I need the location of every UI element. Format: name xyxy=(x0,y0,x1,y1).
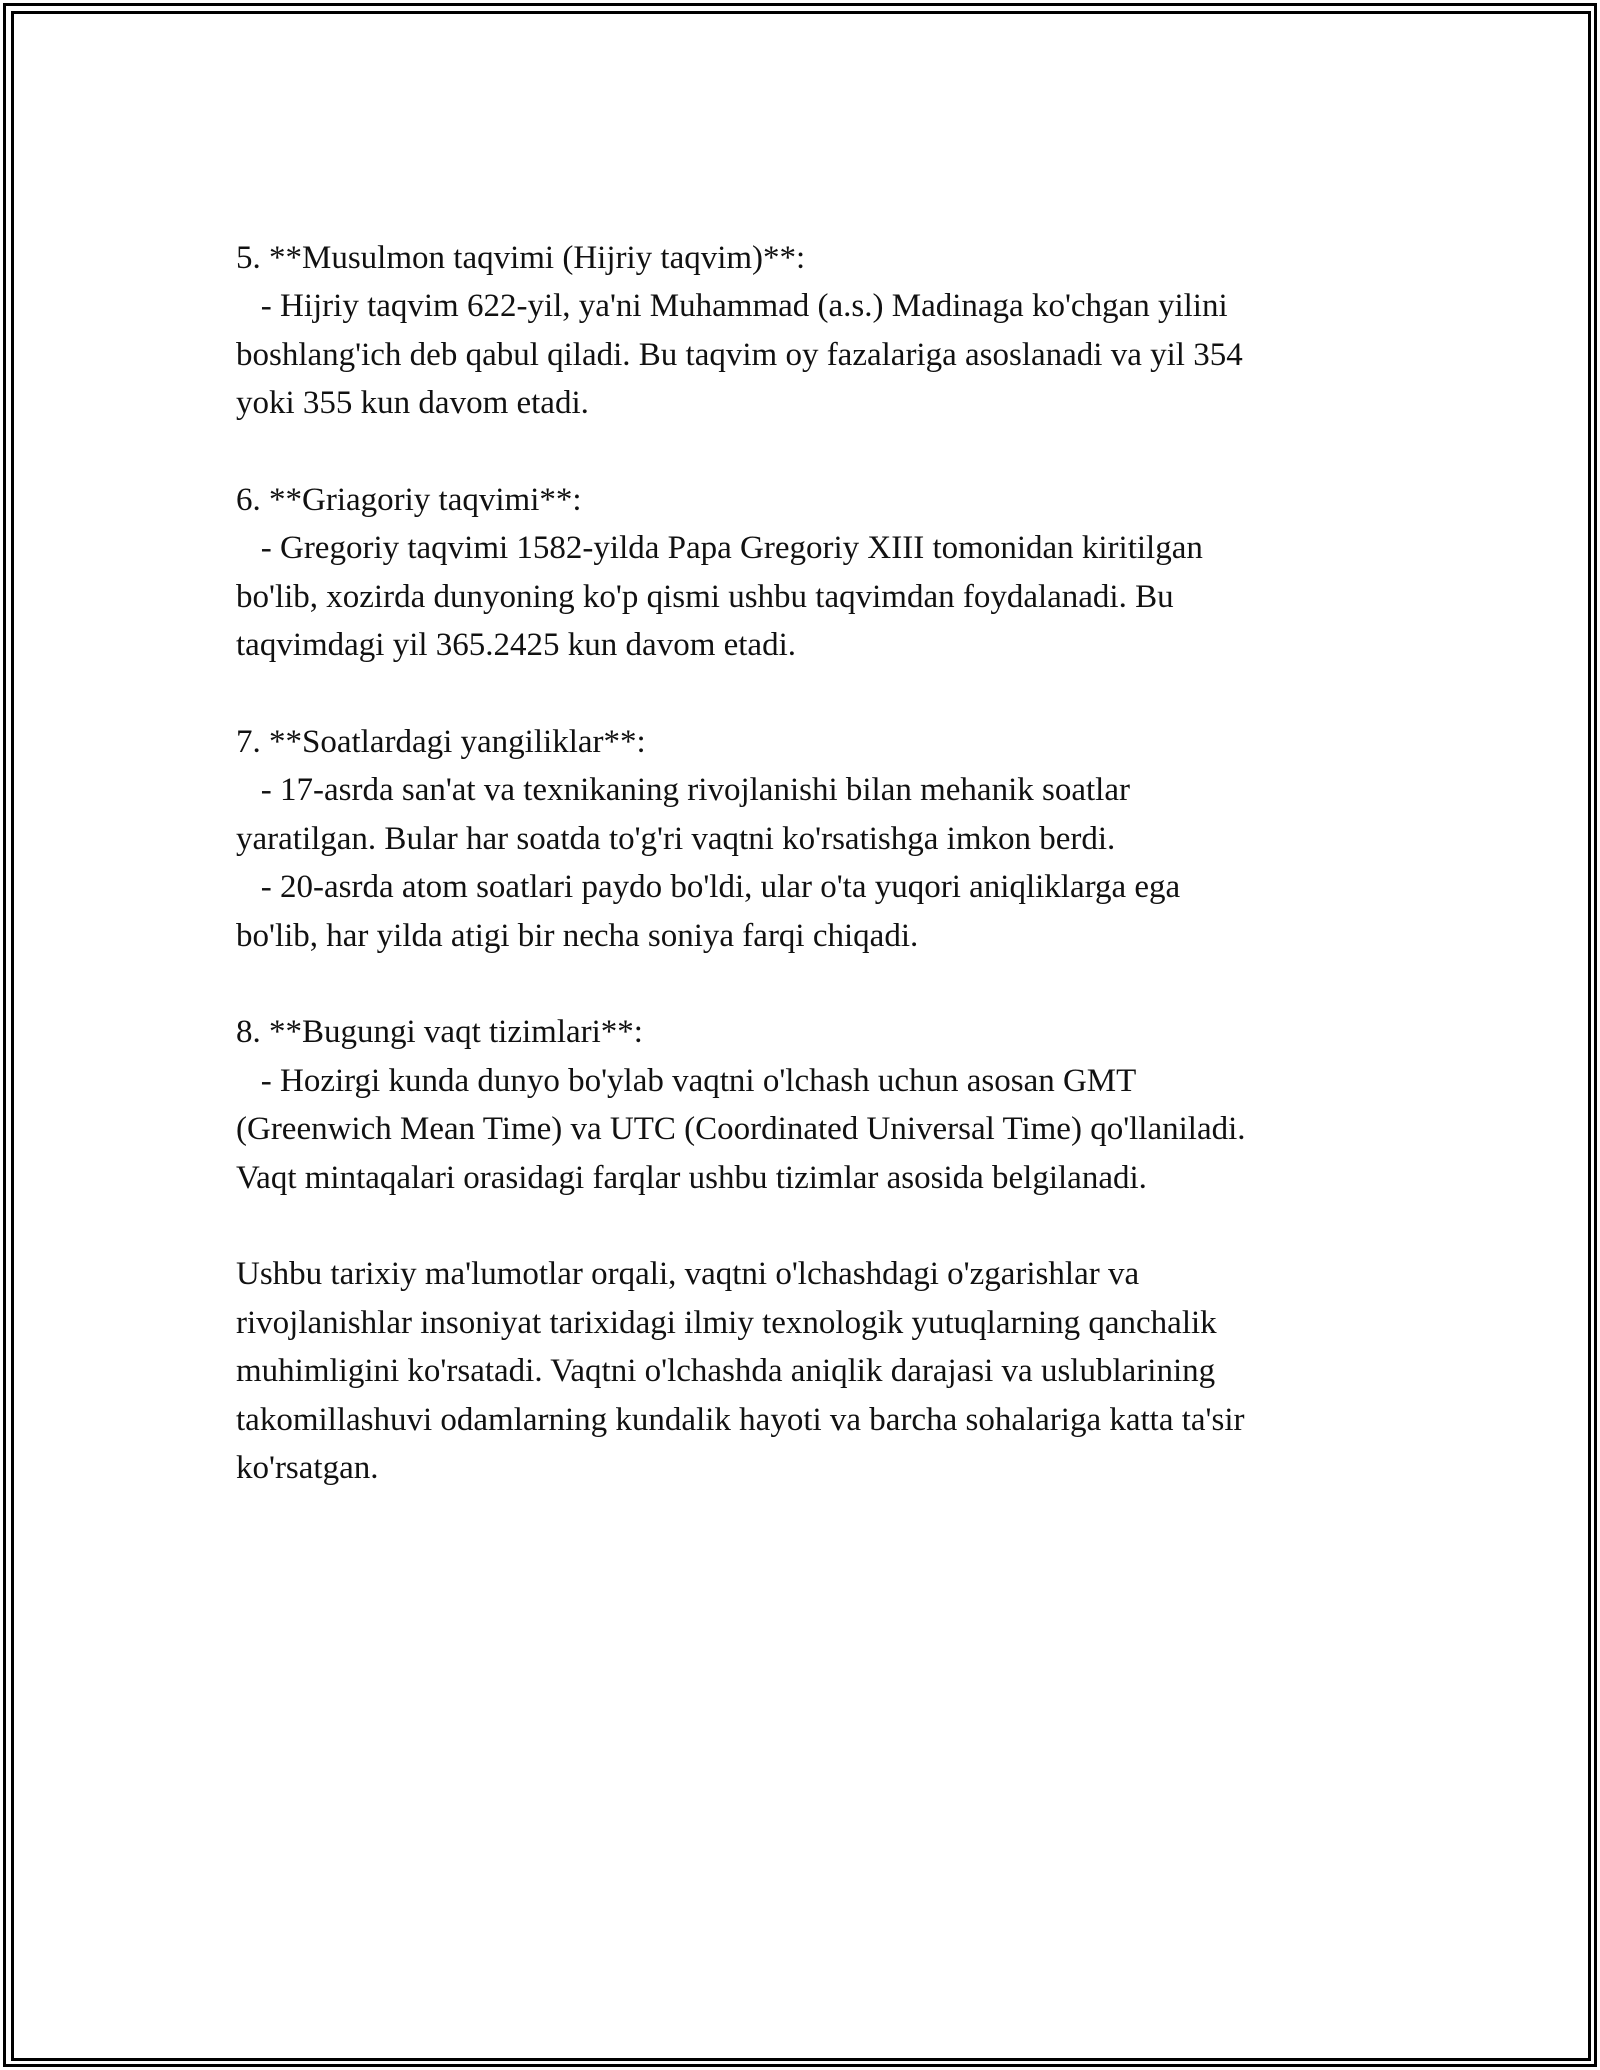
conclusion-paragraph xyxy=(236,1250,1386,1492)
conclusion-line: rivojlanishlar insoniyat tarixidagi ilmiy texnologik yutuqlarning qanchalik xyxy=(236,1304,1217,1341)
bullet-line: yoki 355 kun davom etadi. xyxy=(236,385,589,422)
bullet-line: Vaqt mintaqalari orasidagi farqlar ushbu tizimlar asosida belgilanadi. xyxy=(236,1159,1147,1196)
bullet-line: - 20-asrda atom soatlari paydo bo'ldi, ular o'ta yuqori aniqliklarga ega xyxy=(236,869,1181,906)
section-soatlardagi-yangiliklar xyxy=(236,718,1386,960)
section-heading: 8. **Bugungi vaqt tizimlari**: xyxy=(236,1014,643,1051)
conclusion-line: takomillashuvi odamlarning kundalik hayoti va barcha sohalariga katta ta'sir xyxy=(236,1401,1245,1438)
bullet-line: taqvimdagi yil 365.2425 kun davom etadi. xyxy=(236,627,797,664)
section-heading: 5. **Musulmon taqvimi (Hijriy taqvim)**: xyxy=(236,240,806,276)
conclusion-line: muhimligini ko'rsatadi. Vaqtni o'lchashda aniqlik darajasi va uslublarining xyxy=(236,1353,1216,1390)
section-griagoriy-taqvimi xyxy=(236,476,1386,670)
document-body xyxy=(236,234,1386,1493)
bullet-line: bo'lib, xozirda dunyoning ko'p qismi ushbu taqvimdan foydalanadi. Bu xyxy=(236,578,1174,615)
conclusion-line: ko'rsatgan. xyxy=(236,1450,379,1487)
bullet-line: bo'lib, har yilda atigi bir necha soniya farqi chiqadi. xyxy=(236,917,919,954)
bullet-line: - 17-asrda san'at va texnikaning rivojlanishi bilan mehanik soatlar xyxy=(236,772,1130,809)
bullet-line: (Greenwich Mean Time) va UTC (Coordinated Universal Time) qo'llaniladi. xyxy=(236,1111,1246,1148)
section-musulmon-taqvimi xyxy=(236,234,1386,428)
bullet-line: - Hozirgi kunda dunyo bo'ylab vaqtni o'lchash uchun asosan GMT xyxy=(236,1062,1137,1099)
bullet-line: - Hijriy taqvim 622-yil, ya'ni Muhammad (a.s.) Madinaga ko'chgan yilini xyxy=(236,288,1228,325)
bullet-line: boshlang'ich deb qabul qiladi. Bu taqvim oy fazalariga asoslanadi va yil 354 xyxy=(236,336,1243,373)
section-heading: 7. **Soatlardagi yangiliklar**: xyxy=(236,724,646,761)
section-heading: 6. **Griagoriy taqvimi**: xyxy=(236,482,582,519)
bullet-line: yaratilgan. Bular har soatda to'g'ri vaqtni ko'rsatishga imkon berdi. xyxy=(236,820,1116,857)
bullet-line: - Gregoriy taqvimi 1582-yilda Papa Gregoriy XIII tomonidan kiritilgan xyxy=(236,530,1203,567)
conclusion-line: Ushbu tarixiy ma'lumotlar orqali, vaqtni o'lchashdagi o'zgarishlar va xyxy=(236,1256,1140,1293)
section-bugungi-vaqt-tizimlari xyxy=(236,1008,1386,1202)
